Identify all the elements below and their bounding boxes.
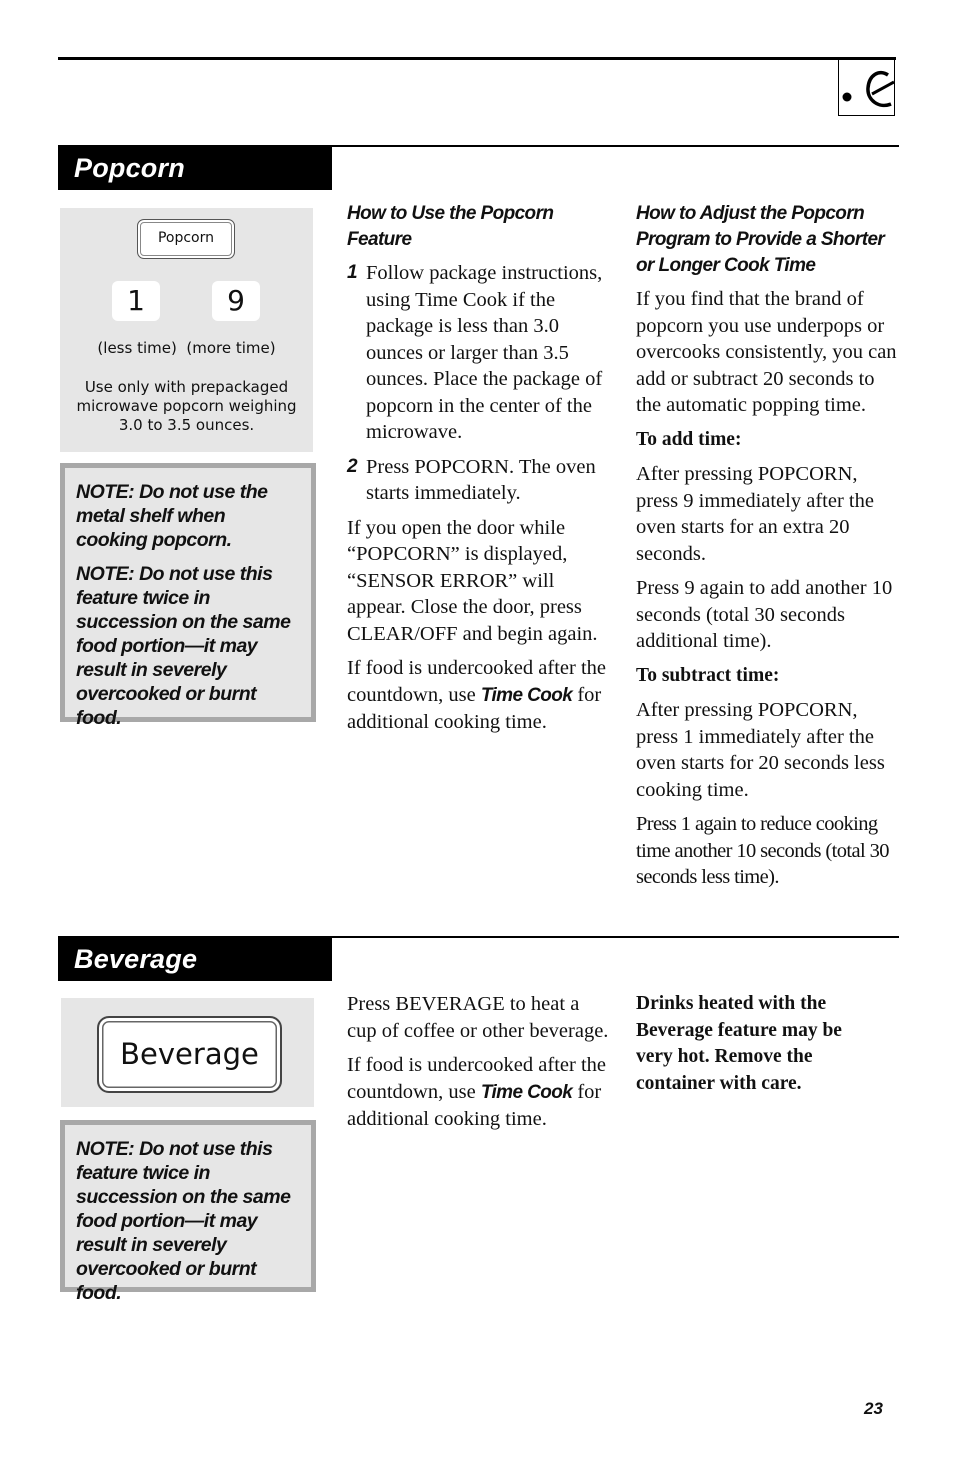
step-number: 1 [347, 262, 358, 283]
add-time-step-2: Press 9 again to add another 10 seconds (total 30 seconds additional time). [636, 577, 893, 652]
page-number: 23 [864, 1399, 883, 1418]
less-time-label: (less time) [97, 339, 177, 357]
logo-icon [839, 58, 896, 116]
beverage-succession-note: NOTE: Do not use this feature twice in succession on the same food portion—it may result in severely overcooked or burnt food. [76, 1138, 291, 1304]
adjust-heading: How to Adjust the Popcorn Program to Provide a Shorter or Longer Cook Time [636, 203, 885, 276]
time-cook-label: Time Cook [480, 1081, 573, 1103]
undercooked-paragraph [347, 655, 609, 736]
step-number: 2 [347, 455, 358, 477]
add-time-title: To add time: [636, 428, 742, 450]
brand-logo [838, 58, 895, 116]
beverage-undercooked-paragraph [347, 1052, 609, 1133]
beverage-section-title: Beverage [58, 937, 332, 981]
step-2 [347, 454, 609, 507]
popcorn-section-title: Popcorn [58, 146, 332, 190]
door-open-paragraph: If you open the door while “POPCORN” is displayed, “SENSOR ERROR” will appear. Close the door, press CLEAR/OFF and begin again. [347, 516, 598, 645]
how-to-use-heading: How to Use the Popcorn Feature [347, 203, 554, 250]
beverage-key[interactable]: Beverage [97, 1016, 282, 1093]
metal-shelf-note: NOTE: Do not use the metal shelf when cooking popcorn. [76, 481, 268, 551]
succession-note: NOTE: Do not use this feature twice in succession on the same food portion—it may result in severely overcooked or burnt food. [76, 563, 291, 729]
number-key-1[interactable]: 1 [112, 281, 160, 321]
header-rule [58, 57, 896, 60]
how-to-use-column [347, 201, 609, 744]
subtract-time-title: To subtract time: [636, 664, 780, 686]
beverage-paragraph: Press BEVERAGE to heat a cup of coffee or other beverage. [347, 993, 609, 1042]
subtract-time-step-1: After pressing POPCORN, press 1 immediately after the oven starts for 20 seconds less cooking time. [636, 699, 885, 801]
key-time-labels [60, 339, 313, 358]
undercooked-text: If food is undercooked after the countdown, use [347, 1054, 606, 1103]
beverage-note-box [60, 1120, 316, 1304]
undercooked-text: If food is undercooked after the countdown, use [347, 657, 606, 706]
beverage-warning-column [636, 991, 876, 1105]
beverage-hot-warning: Drinks heated with the Beverage feature may be very hot. Remove the container with care. [636, 993, 842, 1094]
popcorn-key[interactable]: Popcorn [137, 219, 235, 259]
add-time-step-1: After pressing POPCORN, press 9 immediately after the oven starts for an extra 20 seconds. [636, 463, 874, 565]
step-text: Press POPCORN. The oven starts immediately. [366, 455, 596, 504]
time-cook-label: Time Cook [480, 684, 573, 706]
undercooked-text-end: for additional cooking time. [347, 1080, 602, 1130]
number-key-9[interactable]: 9 [212, 281, 260, 321]
undercooked-text-end: for additional cooking time. [347, 683, 602, 733]
subtract-time-step-2: Press 1 again to reduce cooking time another 10 seconds (total 30 seconds less time). [636, 813, 889, 888]
adjust-intro: If you find that the brand of popcorn you use underpops or overcooks consistently, you can add or subtract 20 seconds to the automatic popping time. [636, 288, 897, 416]
step-text: Follow package instructions, using Time Cook if the package is less than 3.0 ounces or larger than 3.5 ounces. Place the package of popcorn in the center of the microwave. [366, 262, 603, 443]
more-time-label: (more time) [186, 339, 276, 357]
step-1 [347, 260, 609, 446]
beverage-instructions-column [347, 991, 609, 1141]
popcorn-note-box [60, 463, 316, 729]
popcorn-usage-note: Use only with prepackaged microwave popcorn weighing 3.0 to 3.5 ounces. [76, 378, 297, 434]
adjust-column [636, 201, 900, 899]
